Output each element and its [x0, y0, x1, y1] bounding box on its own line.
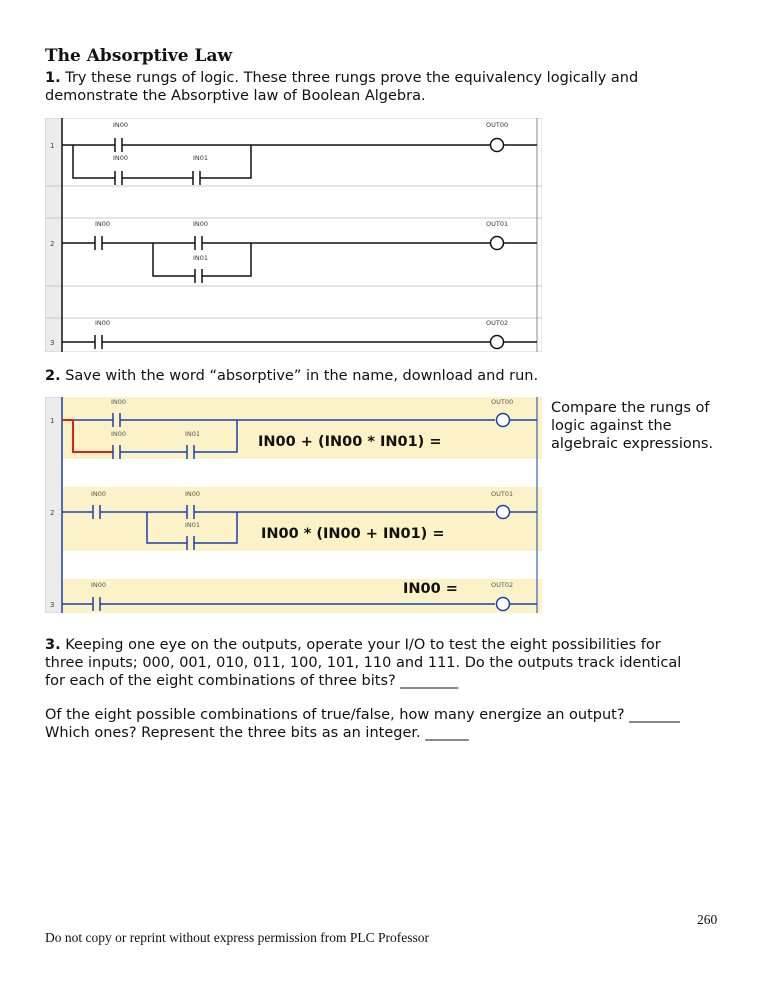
step-2-number: 2. [45, 368, 61, 384]
ladder-diagram-1 [45, 118, 542, 352]
rung-number-2: 2 [50, 240, 55, 248]
step-3-line-1: Keeping one eye on the outputs, operate your I/O to test the eight possibilities for [65, 637, 661, 653]
contact-label: IN00 [111, 430, 127, 438]
coil-icon [497, 414, 510, 427]
coil-icon [497, 506, 510, 519]
rung-number-3: 3 [50, 339, 55, 347]
contact-label: IN00 [185, 490, 201, 498]
step-3-line-2: three inputs; 000, 001, 010, 011, 100, 101, 110 and 111. Do the outputs track identical [45, 655, 682, 671]
step-2-text: Save with the word “absorptive” in the name, download and run. [65, 368, 539, 384]
footer-copyright: Do not copy or reprint without express permission from PLC Professor [45, 930, 429, 945]
coil-label: OUT00 [491, 398, 514, 406]
ladder-diagram-2 [45, 397, 542, 613]
contact-label: IN00 [91, 581, 107, 589]
coil-label: OUT00 [486, 121, 509, 129]
expression-1: IN00 + (IN00 * IN01) = [258, 434, 442, 450]
coil-label: OUT01 [486, 220, 509, 228]
coil-icon [491, 237, 504, 250]
step-1-text: Try these rungs of logic. These three rungs prove the equivalency logically and [65, 70, 639, 86]
contact-label: IN01 [185, 430, 201, 438]
contact-label: IN00 [111, 398, 127, 406]
step-1-text-2: demonstrate the Absorptive law of Boolean Algebra. [45, 88, 426, 104]
contact-label: IN00 [95, 220, 111, 228]
side-note: Compare the rungs of logic against the algebraic expressions. [551, 400, 714, 452]
rung-number-2: 2 [50, 509, 55, 517]
rung-number-1: 1 [50, 417, 55, 425]
contact-label: IN00 [113, 154, 129, 162]
expression-3: IN00 = [403, 581, 458, 597]
contact-label: IN00 [91, 490, 107, 498]
expression-2: IN00 * (IN00 + IN01) = [261, 526, 445, 542]
contact-label: IN00 [95, 319, 111, 327]
contact-label: IN01 [185, 521, 201, 529]
step-1-paragraph [45, 69, 745, 105]
coil-label: OUT02 [491, 581, 514, 589]
contact-label: IN01 [193, 154, 209, 162]
contact-label: IN00 [193, 220, 209, 228]
contact-label: IN00 [113, 121, 129, 129]
question-line-2: Which ones? Represent the three bits as an integer. ______ [45, 725, 469, 741]
page-title: The Absorptive Law [45, 46, 233, 66]
coil-label: OUT01 [491, 490, 514, 498]
question-line-1: Of the eight possible combinations of true/false, how many energize an output? _______ [45, 707, 680, 723]
question-paragraph [45, 706, 755, 742]
step-3-line-3: for each of the eight combinations of three bits? ________ [45, 673, 459, 689]
coil-icon [491, 139, 504, 152]
coil-label: OUT02 [486, 319, 509, 327]
contact-label: IN01 [193, 254, 209, 262]
coil-icon [491, 336, 504, 349]
rung-number-1: 1 [50, 142, 55, 150]
step-2-paragraph [45, 367, 538, 385]
coil-icon [497, 598, 510, 611]
rung-number-3: 3 [50, 601, 55, 609]
step-1-number: 1. [45, 70, 61, 86]
step-3-paragraph [45, 636, 755, 690]
page-number: 260 [697, 912, 718, 927]
step-3-number: 3. [45, 637, 61, 653]
